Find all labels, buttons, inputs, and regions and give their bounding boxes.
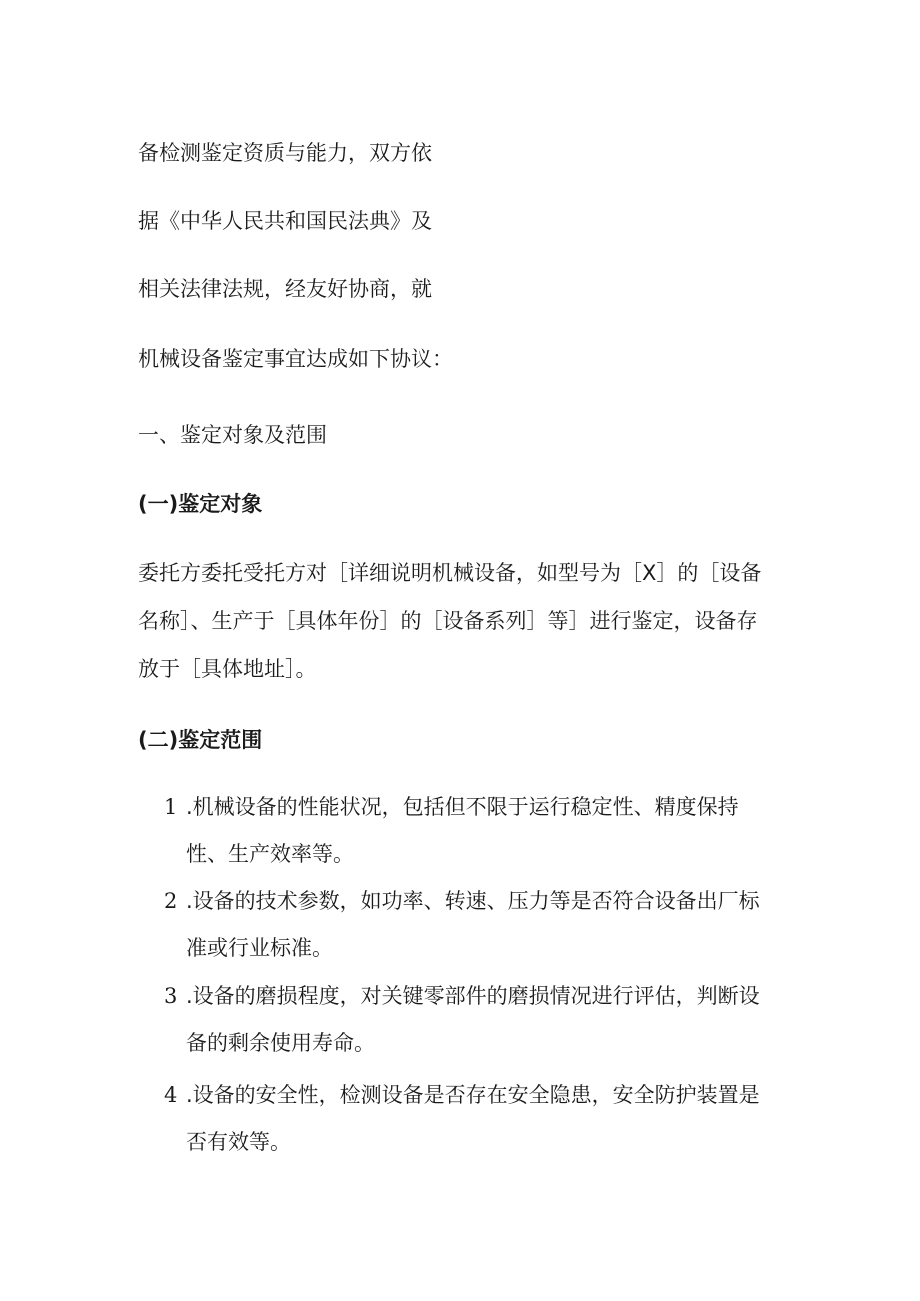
list-item-number: 3 xyxy=(164,984,178,1008)
intro-line-2: 据《中华人民共和国民法典》及 xyxy=(138,209,432,233)
list-item xyxy=(138,784,780,878)
list-item-number: 2 xyxy=(164,889,178,913)
subsection-heading-object: (一)鉴定对象 xyxy=(138,492,263,516)
list-item-text: .机械设备的性能状况，包括但不限于运行稳定性、精度保持性、生产效率等。 xyxy=(186,795,739,866)
list-item xyxy=(138,973,780,1067)
intro-line-1: 备检测鉴定资质与能力，双方依 xyxy=(138,141,432,165)
list-item-number: 4 xyxy=(164,1083,178,1107)
list-item-text: .设备的技术参数，如功率、转速、压力等是否符合设备出厂标准或行业标准。 xyxy=(186,889,760,960)
list-item-text: .设备的磨损程度，对关键零部件的磨损情况进行评估，判断设备的剩余使用寿命。 xyxy=(186,984,760,1055)
intro-line-3: 相关法律法规，经友好协商，就 xyxy=(138,277,432,301)
list-item-text: .设备的安全性，检测设备是否存在安全隐患，安全防护装置是否有效等。 xyxy=(186,1083,760,1154)
object-paragraph xyxy=(138,549,778,693)
list-item xyxy=(138,1072,780,1166)
object-paragraph-text: 委托方委托受托方对［详细说明机械设备，如型号为［X］的［设备名称］、生产于［具体年份］的［设备系列］等］进行鉴定，设备存放于［具体地址］。 xyxy=(138,561,762,681)
list-item xyxy=(138,878,780,972)
intro-line-4: 机械设备鉴定事宜达成如下协议： xyxy=(138,347,453,371)
section-heading: 一、鉴定对象及范围 xyxy=(138,423,327,447)
subsection-heading-scope: (二)鉴定范围 xyxy=(138,728,263,752)
list-item-number: 1 xyxy=(164,795,178,819)
